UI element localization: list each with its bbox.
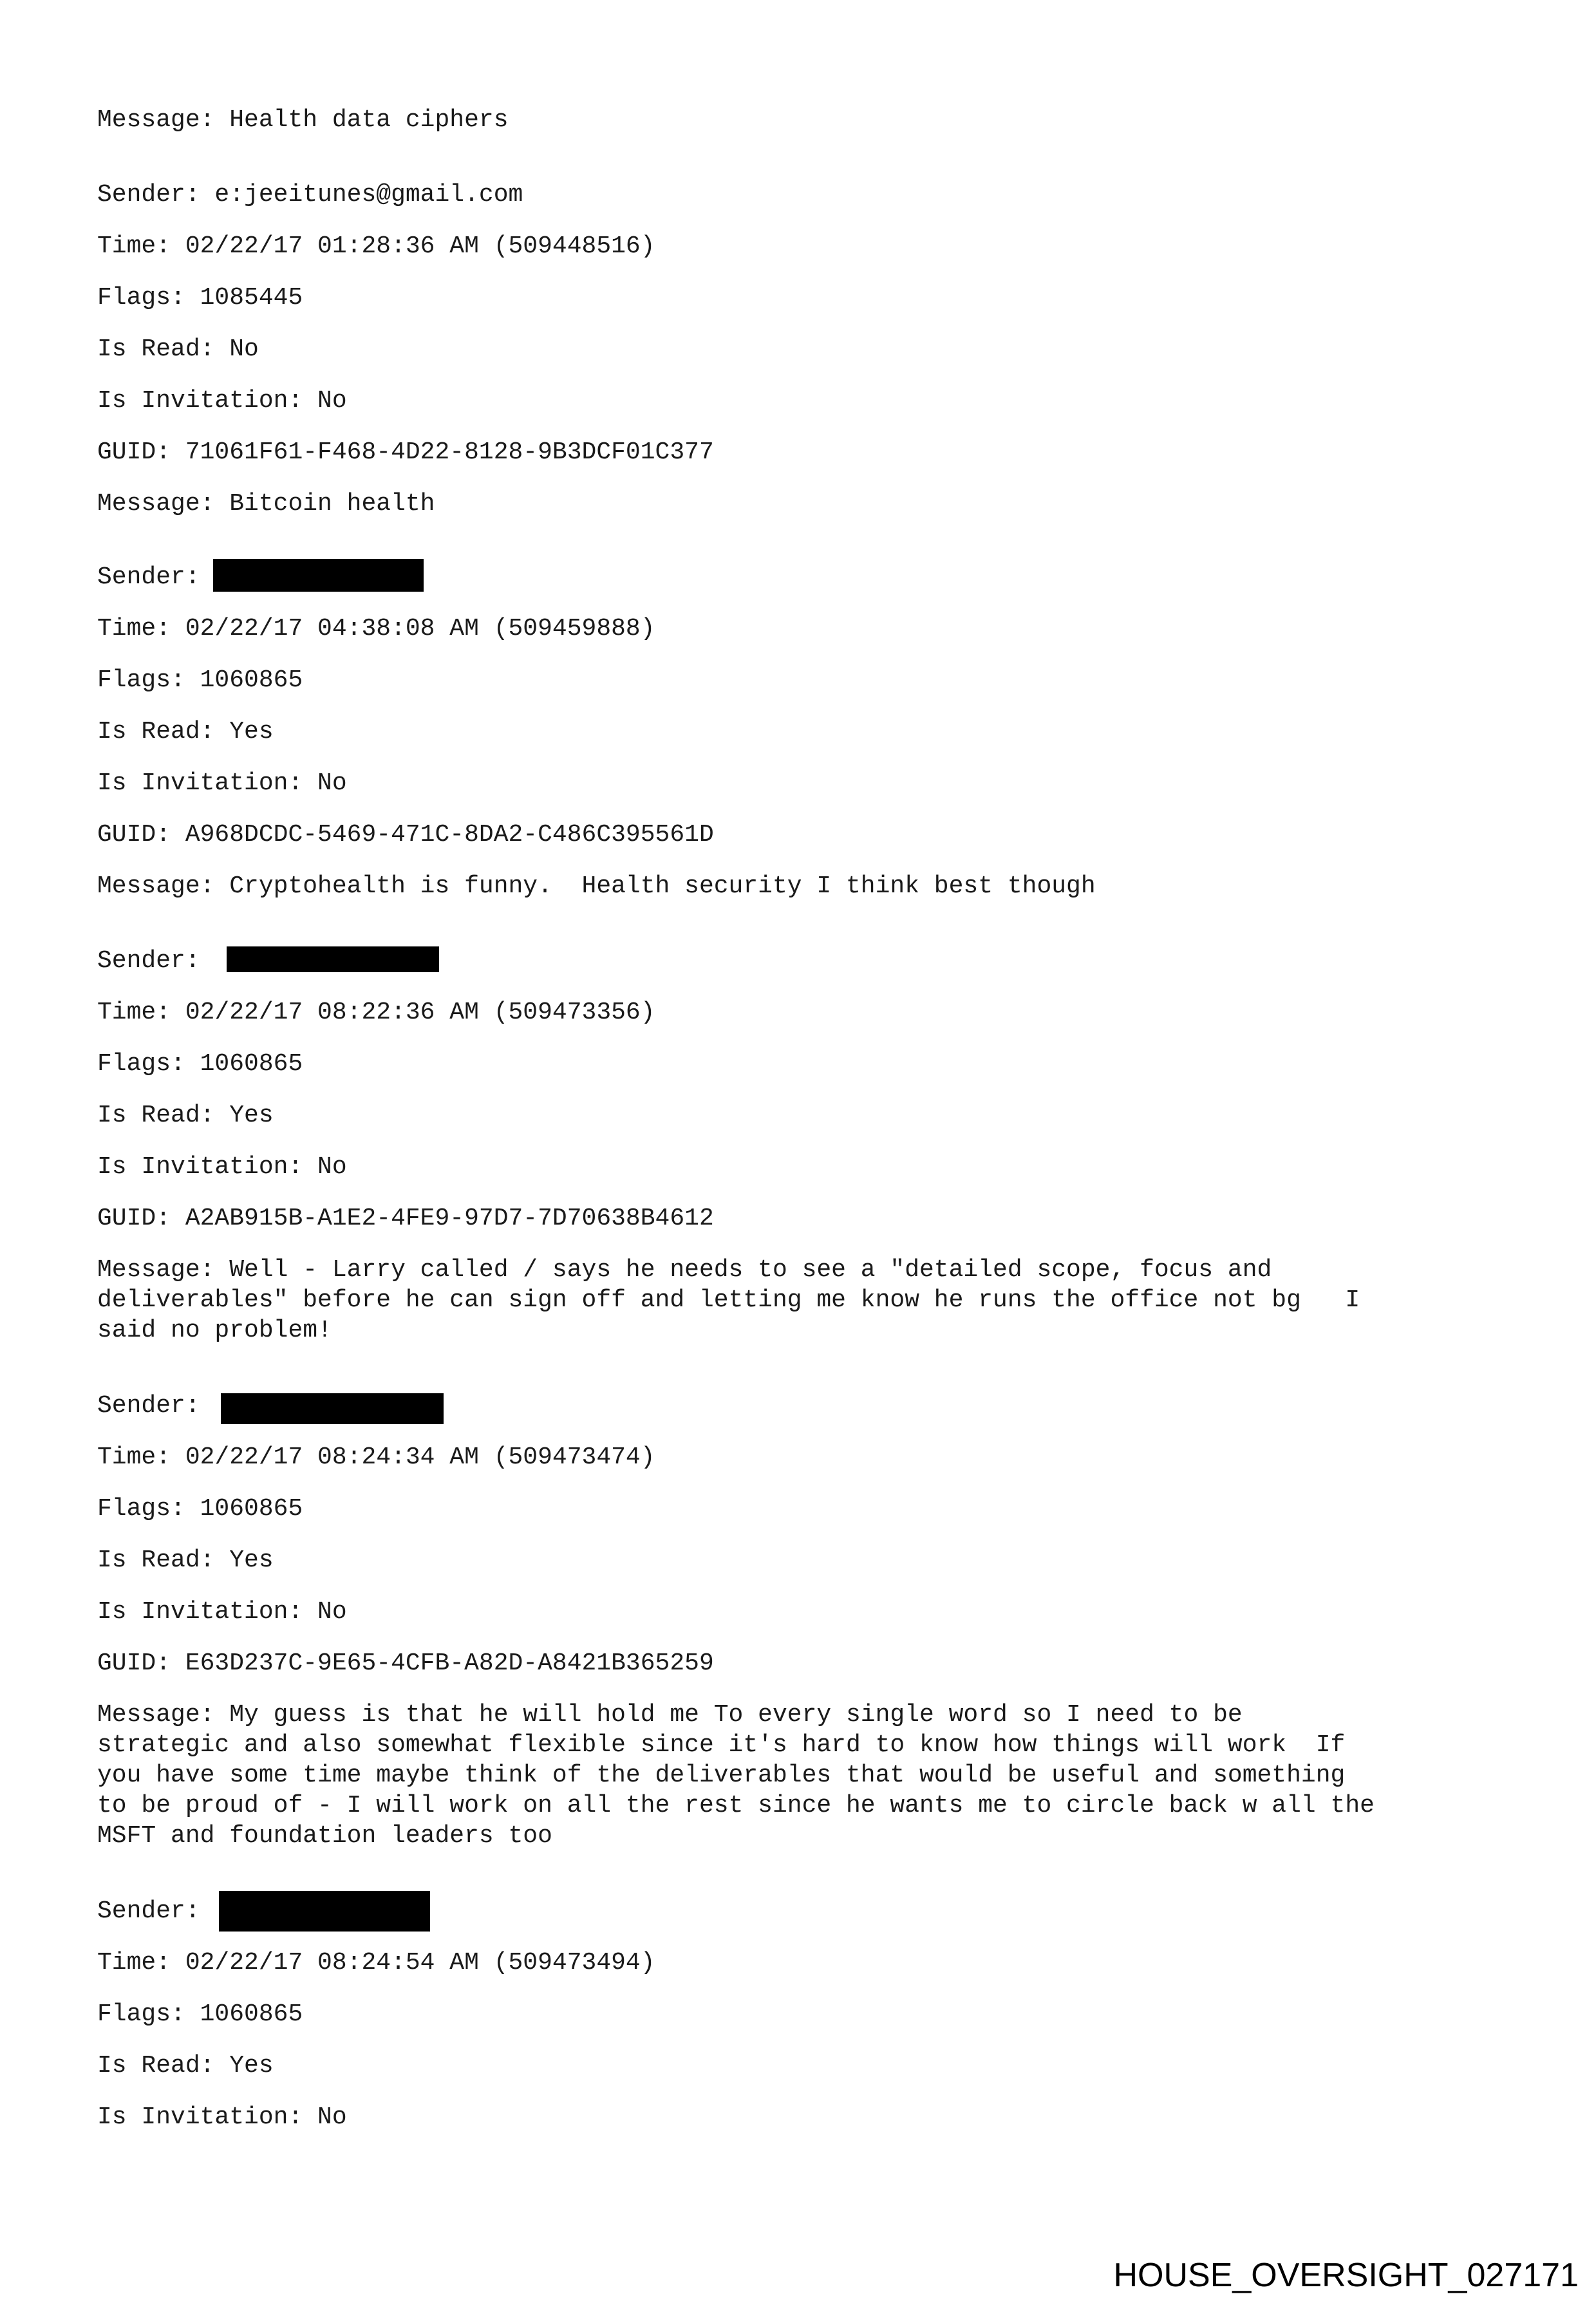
is-read-line: Is Read: Yes [97, 1546, 274, 1574]
guid-line: GUID: 71061F61-F468-4D22-8128-9B3DCF01C377 [97, 438, 714, 466]
message-line: Message: Health data ciphers [97, 106, 509, 134]
redaction-box [219, 1891, 430, 1932]
flags-line: Flags: 1060865 [97, 1050, 303, 1078]
message-line: Message: Well - Larry called / says he needs to see a "detailed scope, focus and [97, 1256, 1272, 1284]
message-line: MSFT and foundation leaders too [97, 1822, 552, 1850]
message-line: to be proud of - I will work on all the rest since he wants me to circle back w all the [97, 1792, 1375, 1819]
sender-line: Sender: [97, 1392, 200, 1420]
flags-line: Flags: 1085445 [97, 284, 303, 312]
message-line: deliverables" before he can sign off and letting me know he runs the office not bg I [97, 1286, 1360, 1314]
time-line: Time: 02/22/17 01:28:36 AM (509448516) [97, 232, 655, 260]
is-read-line: Is Read: Yes [97, 718, 274, 746]
message-line: Message: Cryptohealth is funny. Health security I think best though [97, 872, 1096, 900]
message-line: Message: My guess is that he will hold me To every single word so I need to be [97, 1701, 1243, 1729]
redaction-box [221, 1393, 444, 1424]
bates-number: HOUSE_OVERSIGHT_027171 [1113, 2257, 1579, 2294]
message-line: strategic and also somewhat flexible since it's hard to know how things will work If [97, 1731, 1346, 1759]
is-invitation-line: Is Invitation: No [97, 769, 347, 797]
is-invitation-line: Is Invitation: No [97, 1153, 347, 1181]
sender-line: Sender: [97, 1897, 200, 1925]
sender-line: Sender: e:jeeitunes@gmail.com [97, 181, 523, 209]
is-invitation-line: Is Invitation: No [97, 387, 347, 415]
is-invitation-line: Is Invitation: No [97, 2103, 347, 2131]
sender-line: Sender: [97, 947, 200, 975]
message-line: Message: Bitcoin health [97, 490, 435, 518]
guid-line: GUID: A968DCDC-5469-471C-8DA2-C486C395561D [97, 821, 714, 849]
redaction-box [227, 946, 439, 972]
is-read-line: Is Read: Yes [97, 1102, 274, 1129]
is-invitation-line: Is Invitation: No [97, 1598, 347, 1626]
message-line: said no problem! [97, 1317, 332, 1344]
flags-line: Flags: 1060865 [97, 666, 303, 694]
message-line: you have some time maybe think of the deliverables that would be useful and something [97, 1762, 1346, 1789]
time-line: Time: 02/22/17 08:22:36 AM (509473356) [97, 999, 655, 1026]
is-read-line: Is Read: Yes [97, 2052, 274, 2080]
redaction-box [213, 559, 424, 592]
flags-line: Flags: 1060865 [97, 1495, 303, 1523]
time-line: Time: 02/22/17 08:24:54 AM (509473494) [97, 1949, 655, 1977]
sender-line: Sender: [97, 563, 200, 591]
is-read-line: Is Read: No [97, 335, 259, 363]
time-line: Time: 02/22/17 04:38:08 AM (509459888) [97, 615, 655, 643]
guid-line: GUID: E63D237C-9E65-4CFB-A82D-A8421B365259 [97, 1650, 714, 1677]
time-line: Time: 02/22/17 08:24:34 AM (509473474) [97, 1443, 655, 1471]
guid-line: GUID: A2AB915B-A1E2-4FE9-97D7-7D70638B4612 [97, 1205, 714, 1232]
flags-line: Flags: 1060865 [97, 2000, 303, 2028]
